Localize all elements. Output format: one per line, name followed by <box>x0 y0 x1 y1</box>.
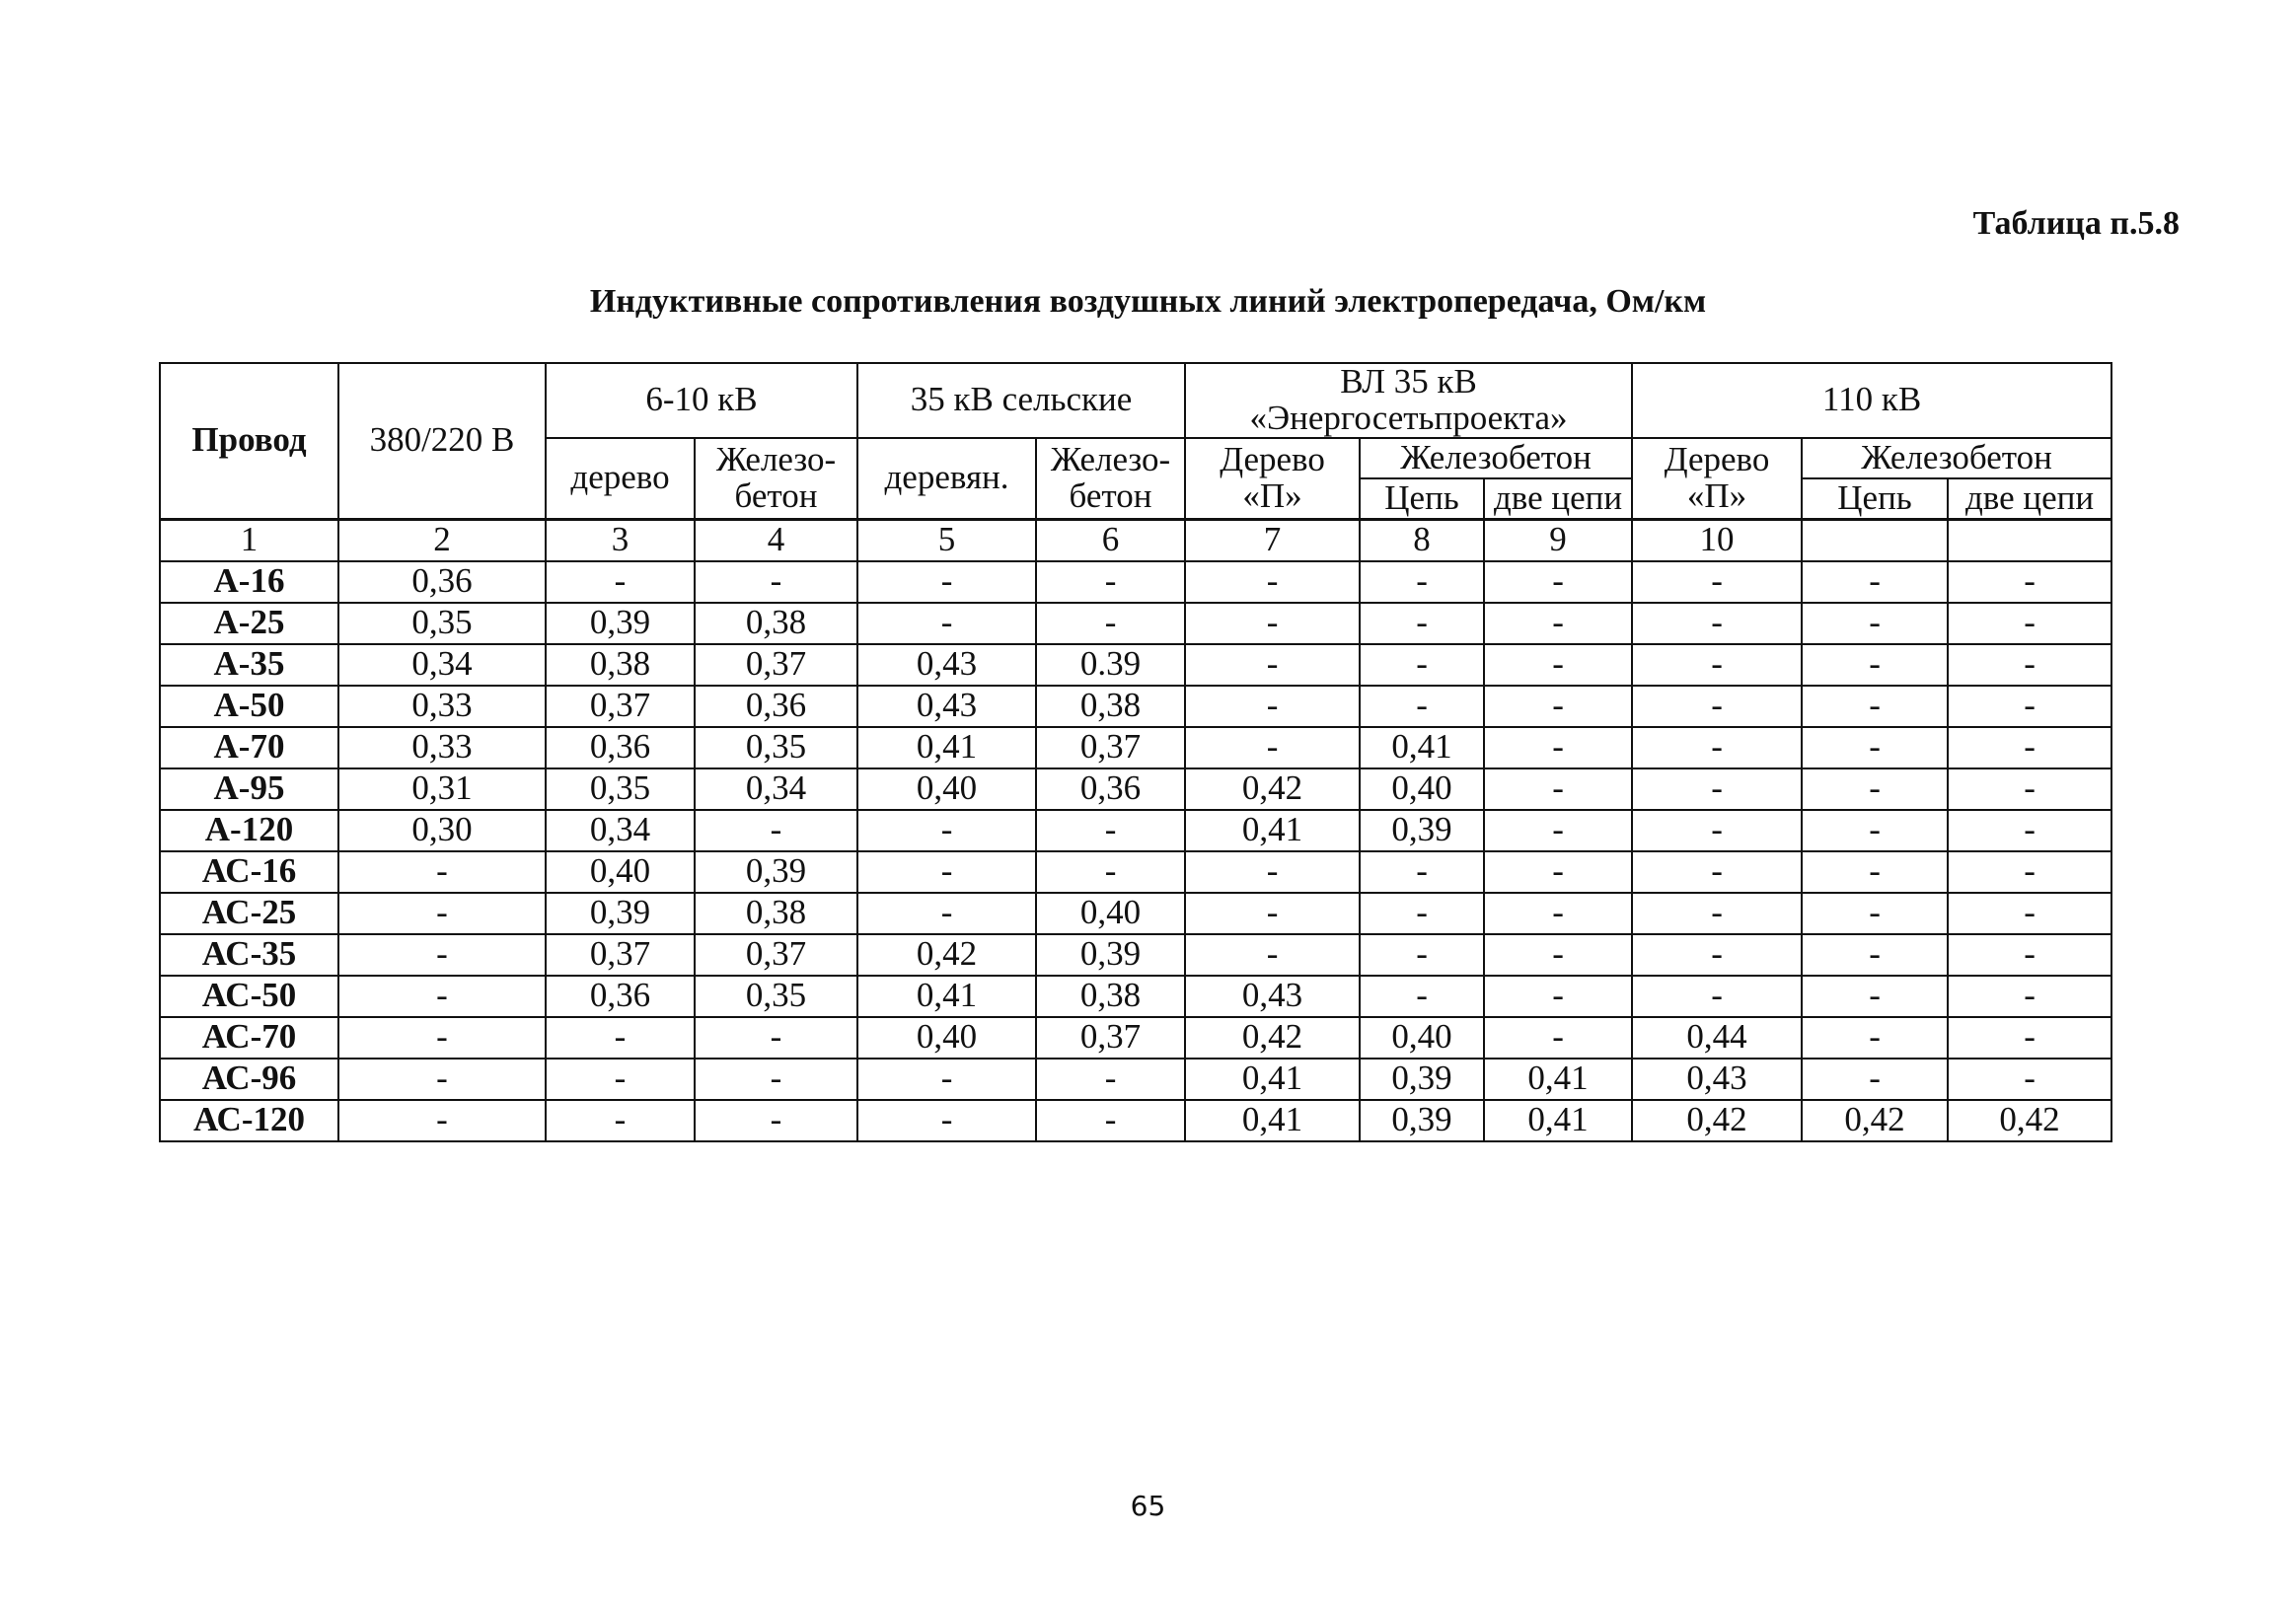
value-cell: - <box>1185 727 1360 768</box>
value-cell: - <box>338 893 546 934</box>
value-cell: 0,37 <box>546 686 695 727</box>
value-cell: 0,40 <box>1360 1017 1484 1059</box>
value-cell: - <box>1360 561 1484 603</box>
value-cell: 0,36 <box>546 727 695 768</box>
value-cell: 0,42 <box>1802 1100 1948 1141</box>
value-cell: 0,35 <box>695 727 857 768</box>
value-cell: 0,41 <box>1185 1100 1360 1141</box>
value-cell: 0,41 <box>1185 1059 1360 1100</box>
value-cell: 0,43 <box>857 644 1036 686</box>
value-cell: 0,39 <box>546 603 695 644</box>
value-cell: - <box>1036 810 1185 851</box>
value-cell: - <box>695 1017 857 1059</box>
value-cell: 0,40 <box>546 851 695 893</box>
value-cell: - <box>1484 686 1632 727</box>
wire-type-cell: АС-120 <box>160 1100 338 1141</box>
table-row <box>160 768 2111 810</box>
wire-type-cell: АС-25 <box>160 893 338 934</box>
wire-type-cell: АС-70 <box>160 1017 338 1059</box>
value-cell: - <box>1632 851 1802 893</box>
value-cell: - <box>1632 976 1802 1017</box>
value-cell: 0,35 <box>338 603 546 644</box>
value-cell: 0,42 <box>1185 768 1360 810</box>
page-number: 65 <box>1130 1490 1166 1522</box>
value-cell: - <box>1802 727 1948 768</box>
value-cell: - <box>1948 1017 2111 1059</box>
value-cell: - <box>546 1017 695 1059</box>
value-cell: - <box>1632 934 1802 976</box>
value-cell: - <box>1948 893 2111 934</box>
value-cell: - <box>1802 561 1948 603</box>
wire-type-cell: АС-50 <box>160 976 338 1017</box>
table-title: Индуктивные сопротивления воздушных линий электропередача, Ом/км <box>589 283 1707 320</box>
value-cell: - <box>1185 603 1360 644</box>
table-row <box>160 810 2111 851</box>
value-cell: 0,41 <box>1360 727 1484 768</box>
value-cell: 0,36 <box>546 976 695 1017</box>
value-cell: - <box>1484 893 1632 934</box>
header-provod: Провод <box>160 363 338 519</box>
table-row <box>160 561 2111 603</box>
value-cell: - <box>1632 686 1802 727</box>
value-cell: 0,37 <box>695 934 857 976</box>
column-number-cell <box>1948 519 2111 561</box>
value-cell: - <box>1484 603 1632 644</box>
value-cell: 0,36 <box>338 561 546 603</box>
wire-type-cell: АС-96 <box>160 1059 338 1100</box>
value-cell: 0,39 <box>695 851 857 893</box>
value-cell: 0,37 <box>546 934 695 976</box>
value-cell: 0,39 <box>1036 934 1185 976</box>
wire-type-cell: А-95 <box>160 768 338 810</box>
value-cell: 0,36 <box>695 686 857 727</box>
column-number-cell <box>1802 519 1948 561</box>
value-cell: 0,42 <box>1948 1100 2111 1141</box>
value-cell: 0,38 <box>1036 686 1185 727</box>
value-cell: - <box>1632 727 1802 768</box>
value-cell: 0,39 <box>546 893 695 934</box>
value-cell: - <box>1484 561 1632 603</box>
value-cell: 0,43 <box>857 686 1036 727</box>
header-derevo-p-110: Дерево «П» <box>1632 438 1802 520</box>
value-cell: - <box>1360 893 1484 934</box>
value-cell: - <box>1948 934 2111 976</box>
value-cell: - <box>1632 644 1802 686</box>
value-cell: - <box>1360 934 1484 976</box>
header-derevo: дерево <box>546 438 695 520</box>
value-cell: - <box>1484 644 1632 686</box>
value-cell: - <box>857 561 1036 603</box>
value-cell: - <box>1185 934 1360 976</box>
value-cell: - <box>1802 976 1948 1017</box>
value-cell: - <box>1802 934 1948 976</box>
value-cell: - <box>546 1059 695 1100</box>
column-number-cell: 6 <box>1036 519 1185 561</box>
value-cell: - <box>1802 1017 1948 1059</box>
value-cell: - <box>1360 644 1484 686</box>
value-cell: - <box>1036 603 1185 644</box>
header-zhelezobeton-110: Железобетон <box>1802 438 2111 478</box>
header-group-6-10kv: 6-10 кВ <box>546 363 857 438</box>
value-cell: - <box>1185 686 1360 727</box>
value-cell: 0,44 <box>1632 1017 1802 1059</box>
value-cell: - <box>1484 851 1632 893</box>
wire-type-cell: А-16 <box>160 561 338 603</box>
value-cell: 0,34 <box>695 768 857 810</box>
value-cell: 0,42 <box>857 934 1036 976</box>
value-cell: - <box>1632 603 1802 644</box>
value-cell: 0,33 <box>338 686 546 727</box>
value-cell: - <box>1036 1059 1185 1100</box>
value-cell: 0,38 <box>1036 976 1185 1017</box>
column-number-cell: 9 <box>1484 519 1632 561</box>
value-cell: - <box>546 561 695 603</box>
value-cell: - <box>1484 810 1632 851</box>
header-tsep-vl35: Цепь <box>1360 478 1484 520</box>
value-cell: - <box>1802 603 1948 644</box>
table-row <box>160 603 2111 644</box>
value-cell: - <box>546 1100 695 1141</box>
table-row <box>160 976 2111 1017</box>
column-number-cell: 5 <box>857 519 1036 561</box>
value-cell: 0,41 <box>857 976 1036 1017</box>
wire-type-cell: А-35 <box>160 644 338 686</box>
table-label: Таблица п.5.8 <box>1972 205 2180 242</box>
wire-type-cell: А-120 <box>160 810 338 851</box>
value-cell: 0,40 <box>1036 893 1185 934</box>
value-cell: - <box>1948 976 2111 1017</box>
value-cell: 0,40 <box>1360 768 1484 810</box>
value-cell: - <box>1948 1059 2111 1100</box>
value-cell: - <box>1802 644 1948 686</box>
header-group-35kv-rural: 35 кВ сельские <box>857 363 1185 438</box>
value-cell: - <box>338 1017 546 1059</box>
value-cell: - <box>1948 603 2111 644</box>
value-cell: 0,39 <box>1360 1059 1484 1100</box>
value-cell: - <box>1802 1059 1948 1100</box>
value-cell: - <box>1632 561 1802 603</box>
column-number-cell: 7 <box>1185 519 1360 561</box>
value-cell: - <box>1360 851 1484 893</box>
value-cell: 0,35 <box>695 976 857 1017</box>
wire-type-cell: А-50 <box>160 686 338 727</box>
value-cell: - <box>1036 1100 1185 1141</box>
value-cell: - <box>338 976 546 1017</box>
value-cell: - <box>1484 976 1632 1017</box>
wire-type-cell: АС-35 <box>160 934 338 976</box>
value-cell: 0,41 <box>857 727 1036 768</box>
value-cell: - <box>1948 810 2111 851</box>
value-cell: - <box>695 810 857 851</box>
value-cell: - <box>1632 768 1802 810</box>
value-cell: - <box>1948 851 2111 893</box>
value-cell: - <box>1036 851 1185 893</box>
value-cell: 0,37 <box>1036 1017 1185 1059</box>
value-cell: - <box>857 851 1036 893</box>
value-cell: - <box>1948 768 2111 810</box>
value-cell: 0,31 <box>338 768 546 810</box>
value-cell: - <box>1948 686 2111 727</box>
value-cell: 0,40 <box>857 1017 1036 1059</box>
table-row <box>160 644 2111 686</box>
value-cell: 0,41 <box>1185 810 1360 851</box>
value-cell: - <box>1948 561 2111 603</box>
value-cell: - <box>857 1100 1036 1141</box>
value-cell: - <box>338 934 546 976</box>
value-cell: - <box>857 1059 1036 1100</box>
value-cell: 0,30 <box>338 810 546 851</box>
value-cell: 0,40 <box>857 768 1036 810</box>
value-cell: 0,42 <box>1632 1100 1802 1141</box>
header-zhelezobeton-6-10: Железо-бетон <box>695 438 857 520</box>
value-cell: 0,41 <box>1484 1059 1632 1100</box>
value-cell: - <box>1360 603 1484 644</box>
header-dve-tsepi-110: две цепи <box>1948 478 2111 520</box>
value-cell: - <box>338 1100 546 1141</box>
table-row <box>160 893 2111 934</box>
table-row <box>160 686 2111 727</box>
value-cell: - <box>1802 686 1948 727</box>
value-cell: 0,43 <box>1632 1059 1802 1100</box>
value-cell: - <box>1632 810 1802 851</box>
header-zhelezobeton-35: Железо-бетон <box>1036 438 1185 520</box>
value-cell: 0,34 <box>546 810 695 851</box>
wire-type-cell: АС-16 <box>160 851 338 893</box>
value-cell: - <box>1484 934 1632 976</box>
value-cell: - <box>1036 561 1185 603</box>
value-cell: 0,42 <box>1185 1017 1360 1059</box>
column-number-cell: 8 <box>1360 519 1484 561</box>
header-group-110kv: 110 кВ <box>1632 363 2111 438</box>
column-number-row <box>160 519 2111 561</box>
table-row <box>160 1017 2111 1059</box>
value-cell: - <box>1360 686 1484 727</box>
column-number-cell: 4 <box>695 519 857 561</box>
value-cell: - <box>1484 1017 1632 1059</box>
value-cell: 0,39 <box>1360 1100 1484 1141</box>
value-cell: 0,37 <box>695 644 857 686</box>
value-cell: - <box>1360 976 1484 1017</box>
value-cell: - <box>1185 644 1360 686</box>
table-header <box>160 363 2111 519</box>
value-cell: - <box>338 1059 546 1100</box>
table-body <box>160 519 2111 1141</box>
value-cell: - <box>1802 810 1948 851</box>
header-derevo-p-vl35: Дерево «П» <box>1185 438 1360 520</box>
value-cell: 0,38 <box>695 893 857 934</box>
value-cell: - <box>857 810 1036 851</box>
wire-type-cell: А-25 <box>160 603 338 644</box>
value-cell: - <box>1802 768 1948 810</box>
column-number-cell: 3 <box>546 519 695 561</box>
value-cell: - <box>857 603 1036 644</box>
value-cell: - <box>1948 727 2111 768</box>
value-cell: - <box>857 893 1036 934</box>
value-cell: 0,39 <box>1360 810 1484 851</box>
column-number-cell: 2 <box>338 519 546 561</box>
value-cell: - <box>1802 851 1948 893</box>
value-cell: 0,38 <box>546 644 695 686</box>
value-cell: 0.39 <box>1036 644 1185 686</box>
value-cell: 0,43 <box>1185 976 1360 1017</box>
value-cell: - <box>695 1100 857 1141</box>
header-tsep-110: Цепь <box>1802 478 1948 520</box>
header-derevyan: деревян. <box>857 438 1036 520</box>
column-number-cell: 1 <box>160 519 338 561</box>
column-number-cell: 10 <box>1632 519 1802 561</box>
value-cell: 0,41 <box>1484 1100 1632 1141</box>
table-row <box>160 1100 2111 1141</box>
value-cell: - <box>695 561 857 603</box>
header-380-220v: 380/220 В <box>338 363 546 519</box>
wire-type-cell: А-70 <box>160 727 338 768</box>
value-cell: 0,35 <box>546 768 695 810</box>
value-cell: - <box>1484 768 1632 810</box>
value-cell: 0,38 <box>695 603 857 644</box>
value-cell: 0,34 <box>338 644 546 686</box>
value-cell: - <box>1802 893 1948 934</box>
value-cell: - <box>1632 893 1802 934</box>
value-cell: - <box>1948 644 2111 686</box>
header-dve-tsepi-vl35: две цепи <box>1484 478 1632 520</box>
value-cell: - <box>1484 727 1632 768</box>
value-cell: - <box>1185 561 1360 603</box>
value-cell: 0,36 <box>1036 768 1185 810</box>
table-row <box>160 851 2111 893</box>
value-cell: - <box>1185 851 1360 893</box>
value-cell: 0,37 <box>1036 727 1185 768</box>
header-group-vl35-energoset: ВЛ 35 кВ «Энергосетьпроекта» <box>1185 363 1632 438</box>
value-cell: - <box>695 1059 857 1100</box>
value-cell: - <box>338 851 546 893</box>
value-cell: - <box>1185 893 1360 934</box>
header-zhelezobeton-vl35: Железобетон <box>1360 438 1632 478</box>
table-row <box>160 934 2111 976</box>
inductance-table <box>159 362 2112 1142</box>
table-row <box>160 727 2111 768</box>
table-row <box>160 1059 2111 1100</box>
value-cell: 0,33 <box>338 727 546 768</box>
